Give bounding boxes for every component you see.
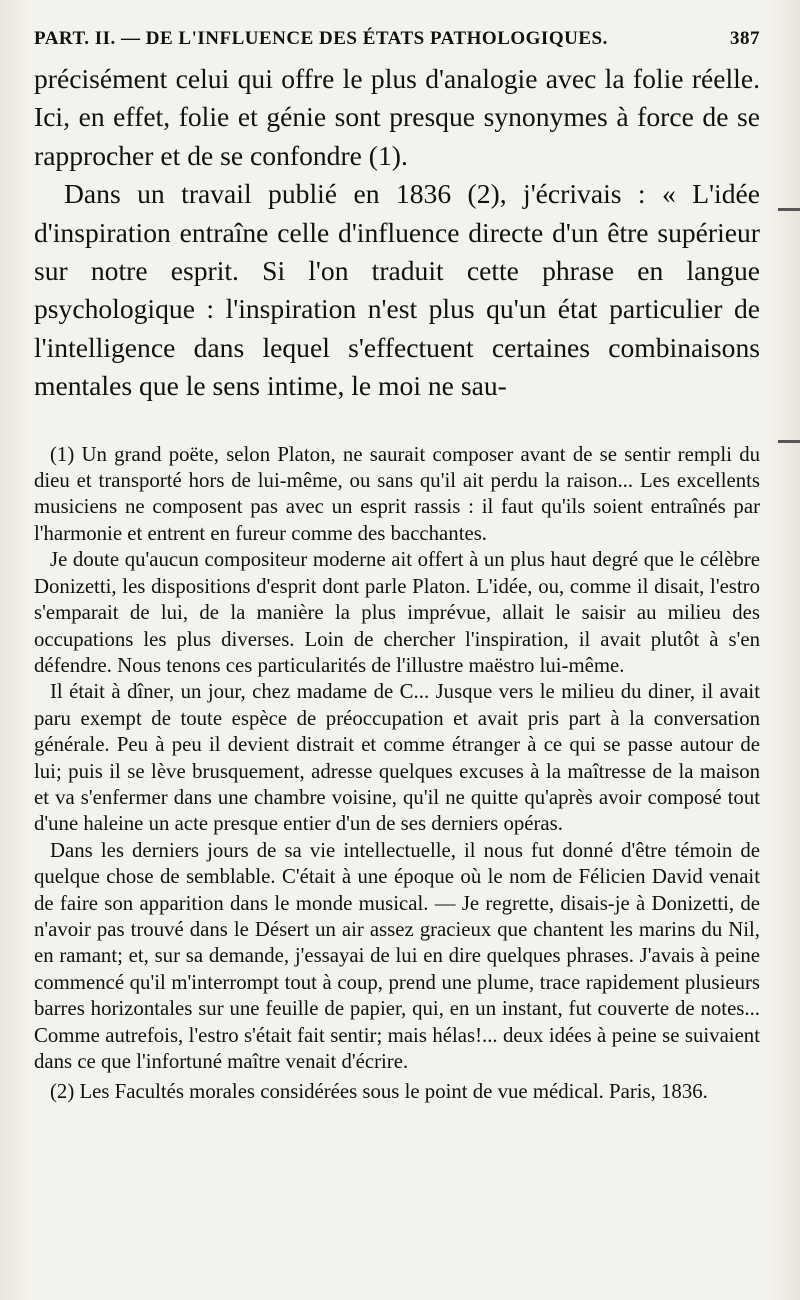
footnote-paragraph: Je doute qu'aucun compositeur moderne ait offert à un plus haut degré que le célèbre Donizetti, les dispositions d'esprit dont parle Platon. L'idée, ou, comme il disait, l'estro s'emparait de lui, de la manière la plus imprévue, allait le saisir au milieu des occupations les plus diverses. Loin de chercher l'inspiration, il avait plutôt à s'en défendre. Nous tenons ces particularités de l'illustre maëstro lui-même. — [34, 548, 760, 677]
running-head — [34, 28, 760, 50]
footnotes — [34, 442, 760, 1106]
body-paragraph: précisément celui qui offre le plus d'analogie avec la folie réelle. Ici, en effet, folie et génie sont presque synonymes à force de se rapprocher et de se confondre (1). — [34, 63, 760, 171]
page-number: 387 — [730, 28, 760, 49]
body-paragraph: Dans un travail publié en 1836 (2), j'écrivais : « L'idée d'inspiration entraîne celle d'influence directe d'un être supérieur sur notre esprit. Si l'on traduit cette phrase en langue psychologique : l'inspiration n'est plus qu'un état particulier de l'intelligence dans lequel s'effectuent certaines combinaisons mentales que le sens intime, le moi ne sau- — [34, 178, 760, 402]
footnote-paragraph: (1) Un grand poëte, selon Platon, ne saurait composer avant de se sentir rempli du dieu et transporté hors de lui-même, ou sans qu'il ait perdu la raison... Les excellents musiciens ne composent pas avec un esprit rassis : il faut qu'ils soient entraînés par l'harmonie et entrent en fureur comme des bacchantes. — [34, 442, 760, 545]
running-title: PART. II. — DE L'INFLUENCE DES ÉTATS PATHOLOGIQUES. — [34, 28, 608, 49]
footnote-paragraph: Il était à dîner, un jour, chez madame de C... Jusque vers le milieu du diner, il avait paru exempt de toute espèce de préoccupation et avait pris part à la conversation générale. Peu à peu il devient distrait et comme étranger à ce qui se passe autour de lui; puis il se lève brusquement, adresse quelques excuses à la maîtresse de la maison et va s'enfermer dans une chambre voisine, qu'il ne quitte qu'après avoir composé tout d'une haleine un acte presque entier d'un de ses derniers opéras. — [34, 680, 760, 836]
section-gap — [34, 406, 760, 442]
margin-mark — [778, 440, 800, 443]
footnote-2: (2) Les Facultés morales considérées sous le point de vue médical. Paris, 1836. — [50, 1080, 708, 1104]
margin-mark — [778, 208, 800, 211]
footnote-paragraph: Dans les derniers jours de sa vie intellectuelle, il nous fut donné d'être témoin de quelque chose de semblable. C'était à une époque où le nom de Félicien David venait de faire son apparition dans le monde musical. — Je regrette, disais-je à Donizetti, de n'avoir pas trouvé dans le Désert un air assez gracieux que chantent les marins du Nil, en ramant; et, sur sa demande, j'essayai de lui en dire quelques phrases. J'avais à peine commencé qu'il m'interrompt tout à coup, prend une plume, trace rapidement plusieurs barres horizontales sur une feuille de papier, qui, en un instant, fut couverte de notes... Comme autrefois, l'estro s'était fait sentir; mais hélas!... deux idées à peine se suivaient dans ce que l'infortuné maître venait d'écrire. — [34, 838, 760, 1073]
main-text — [34, 60, 760, 406]
